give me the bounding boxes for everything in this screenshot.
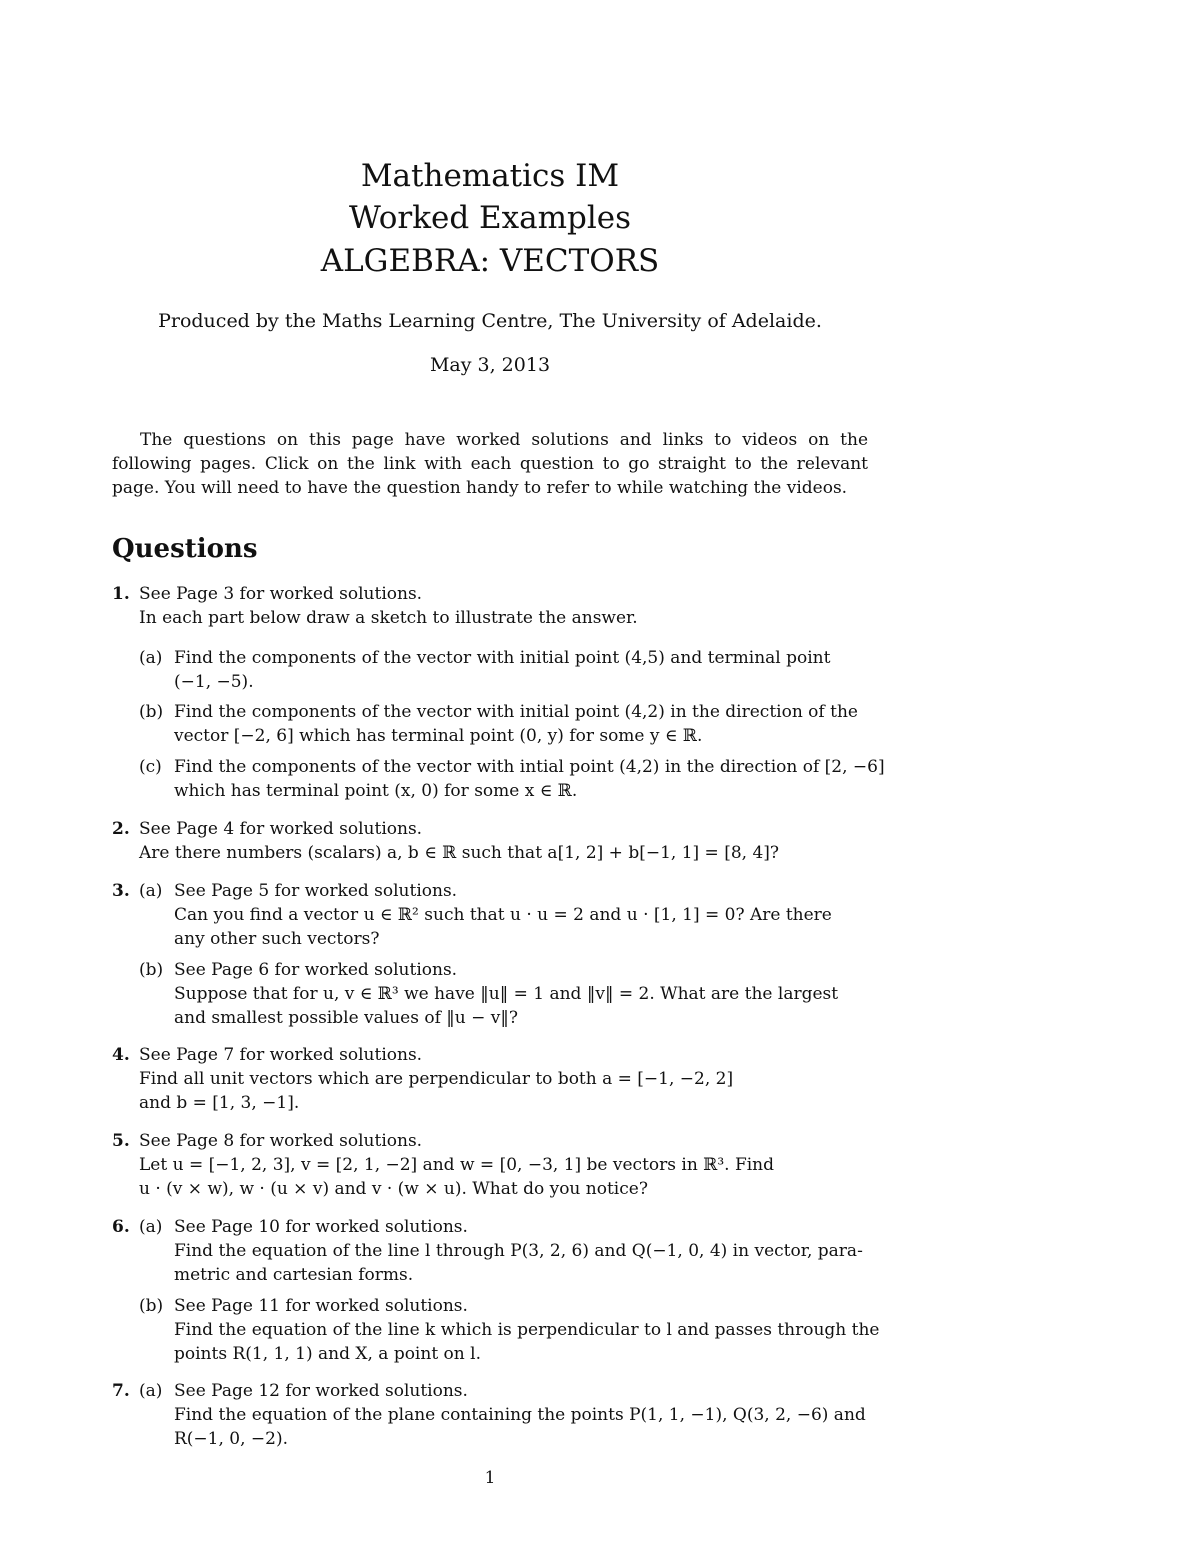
part-text-line: any other such vectors? bbox=[174, 929, 380, 949]
part-text-line: points R(1, 1, 1) and X, a point on l. bbox=[174, 1344, 481, 1364]
part-text-line: Suppose that for u, v ∈ ℝ³ we have ‖u‖ = 1 and ‖v‖ = 2. What are the largest bbox=[174, 984, 839, 1004]
question-number: 7. bbox=[112, 1381, 130, 1401]
worked-solution-link[interactable]: See Page 8 for worked solutions. bbox=[139, 1131, 423, 1151]
question-number: 6. bbox=[112, 1217, 130, 1237]
part-label: (b) bbox=[139, 702, 164, 722]
worked-solution-link[interactable]: See Page 10 for worked solutions. bbox=[174, 1217, 468, 1237]
worked-solution-link[interactable]: See Page 5 for worked solutions. bbox=[174, 881, 458, 901]
page-number: 1 bbox=[484, 1468, 496, 1488]
question-number: 4. bbox=[112, 1045, 130, 1065]
title-course: Mathematics IM bbox=[360, 158, 620, 194]
questions-heading: Questions bbox=[112, 534, 258, 564]
part-label: (a) bbox=[139, 881, 163, 901]
document-date: May 3, 2013 bbox=[429, 354, 551, 376]
part-label: (b) bbox=[139, 1296, 164, 1316]
part-label: (b) bbox=[139, 960, 164, 980]
intro-paragraph: The questions on this page have worked solutions and links to videos on the following pages. Click on the link with each question to go straight to the relevant page. You will need to have the question handy to refer to while watching the videos. bbox=[112, 430, 868, 498]
part-label: (a) bbox=[139, 1381, 163, 1401]
question-number: 1. bbox=[112, 584, 130, 604]
part-text-line: metric and cartesian forms. bbox=[174, 1265, 414, 1285]
part-label: (a) bbox=[139, 1217, 163, 1237]
question-text: Let u = [−1, 2, 3], v = [2, 1, −2] and w = [0, −3, 1] be vectors in ℝ³. Find bbox=[139, 1155, 775, 1175]
part-text-line: and smallest possible values of ‖u − v‖? bbox=[174, 1008, 518, 1028]
worked-solution-link[interactable]: See Page 12 for worked solutions. bbox=[174, 1381, 468, 1401]
worked-solution-link[interactable]: See Page 6 for worked solutions. bbox=[174, 960, 458, 980]
question-number: 5. bbox=[112, 1131, 130, 1151]
part-text-line: Find the equation of the line k which is perpendicular to l and passes through the bbox=[174, 1320, 880, 1340]
question-text: and b = [1, 3, −1]. bbox=[139, 1093, 300, 1113]
part-text-line: Find the equation of the line l through P(3, 2, 6) and Q(−1, 0, 4) in vector, para- bbox=[174, 1241, 863, 1261]
part-text-line: Find the components of the vector with initial point (4,5) and terminal point bbox=[174, 648, 831, 668]
question-text: In each part below draw a sketch to illustrate the answer. bbox=[139, 608, 638, 628]
question-text: Find all unit vectors which are perpendicular to both a = [−1, −2, 2] bbox=[139, 1069, 734, 1089]
part-text-line: (−1, −5). bbox=[174, 672, 254, 692]
title-topic: ALGEBRA: VECTORS bbox=[320, 243, 660, 279]
question-text: Are there numbers (scalars) a, b ∈ ℝ such that a[1, 2] + b[−1, 1] = [8, 4]? bbox=[139, 843, 780, 863]
worked-solution-link[interactable]: See Page 7 for worked solutions. bbox=[139, 1045, 423, 1065]
part-text-line: vector [−2, 6] which has terminal point (0, y) for some y ∈ ℝ. bbox=[174, 726, 703, 746]
part-label: (a) bbox=[139, 648, 163, 668]
question-number: 3. bbox=[112, 881, 130, 901]
part-text-line: Find the components of the vector with initial point (4,2) in the direction of the bbox=[174, 702, 858, 722]
worked-solution-link[interactable]: See Page 4 for worked solutions. bbox=[139, 819, 423, 839]
title-subtitle: Worked Examples bbox=[348, 200, 632, 236]
question-number: 2. bbox=[112, 819, 130, 839]
part-text-line: Can you find a vector u ∈ ℝ² such that u · u = 2 and u · [1, 1] = 0? Are there bbox=[174, 905, 832, 925]
part-text-line: Find the equation of the plane containing the points P(1, 1, −1), Q(3, 2, −6) and bbox=[174, 1405, 866, 1425]
worked-solution-link[interactable]: See Page 11 for worked solutions. bbox=[174, 1296, 468, 1316]
part-text-line: R(−1, 0, −2). bbox=[174, 1429, 289, 1449]
question-text: u · (v × w), w · (u × v) and v · (w × u). What do you notice? bbox=[139, 1179, 648, 1199]
producer-line: Produced by the Maths Learning Centre, The University of Adelaide. bbox=[158, 310, 822, 332]
part-label: (c) bbox=[139, 757, 162, 777]
worked-solution-link[interactable]: See Page 3 for worked solutions. bbox=[139, 584, 423, 604]
part-text-line: which has terminal point (x, 0) for some x ∈ ℝ. bbox=[174, 781, 578, 801]
part-text-line: Find the components of the vector with intial point (4,2) in the direction of [2, −6] bbox=[174, 757, 885, 777]
